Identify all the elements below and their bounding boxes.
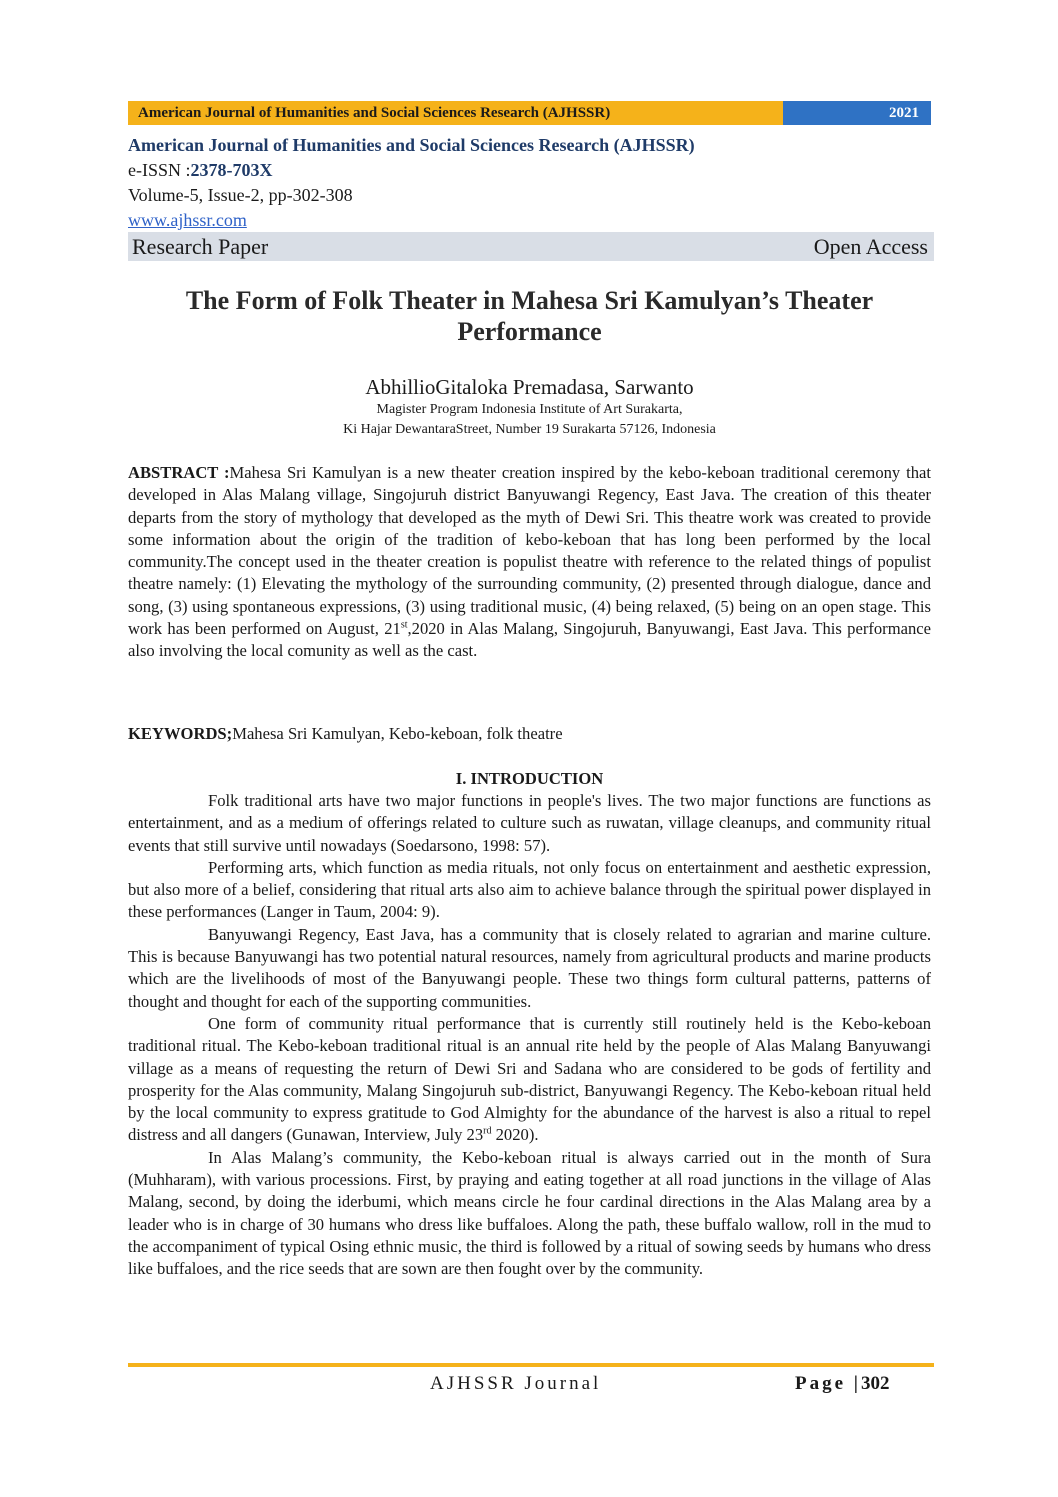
intro-paragraph-4-text-1: One form of community ritual performance that is currently still routinely held is the Kebo-keboan traditional ritual. The Kebo-keboan traditional ritual is an annual rite held by the people of Alas Malang Banyuwangi village as a means of requesting the return of Dewi Sri and Sadana who are considered to be gods of fertility and prosperity for the Alas community, Malang Singojuruh sub-district, Banyuwangi Regency. The Kebo-keboan ritual held by the local community to express gratitude to God Almighty for the abundance of the harvest is also a ritual to repel distress and all dangers (Gunawan, Interview, July 23 [128, 1013, 931, 1145]
eissn-value: 2378-703X [190, 160, 273, 180]
volume-issue: Volume-5, Issue-2, pp-302-308 [128, 185, 353, 205]
abstract-label: ABSTRACT : [128, 463, 230, 482]
masthead [128, 133, 695, 233]
intro-paragraph-2: Performing arts, which function as media rituals, not only focus on entertainment and aesthetic expression, but also more of a belief, considering that ritual arts also aim to achieve balance through the spiritual power displayed in these performances (Langer in Taum, 2004: 9). [128, 857, 931, 922]
running-header [128, 101, 931, 125]
footer-rule [128, 1363, 934, 1367]
authors: AbhillioGitaloka Premadasa, Sarwanto [365, 375, 694, 399]
paper-title [128, 285, 931, 347]
affiliation [128, 400, 931, 440]
paper-type-band [128, 232, 934, 261]
footer-page-label: Page | [795, 1373, 861, 1394]
keywords-label: KEYWORDS; [128, 724, 233, 743]
abstract-text-2: ,2020 in Alas Malang, Singojuruh, Banyuwangi, East Java. This performance also involving the local comunity as well as the cast. [128, 619, 931, 661]
section-heading-introduction: I. INTRODUCTION [455, 769, 604, 788]
abstract-superscript: st [400, 619, 408, 631]
journal-name: American Journal of Humanities and Social Sciences Research (AJHSSR) [128, 135, 695, 155]
abstract-text-1: Mahesa Sri Kamulyan is a new theater creation inspired by the kebo-keboan traditional ceremony that developed in Alas Malang village, Singojuruh district Banyuwangi Regency, East Java. The creation of this theater departs from the story of mythology that developed as the myth of Dewi Sri. This theatre work was created to provide some information about the origin of the tradition of kebo-keboan that has long been performed by the local community.The concept used in the theater creation is populist theatre with reference to the related things of populist theatre namely: (1) Elevating the mythology of the surrounding community, (2) presented through dialogue, dance and song, (3) using spontaneous expressions, (3) using traditional music, (4) being relaxed, (5) being on an open stage. This work has been performed on August, 21 [128, 463, 931, 639]
intro-paragraph-4-text-2: 2020). [491, 1125, 539, 1145]
intro-paragraph-4 [128, 1013, 931, 1147]
footer-journal: AJHSSR Journal [430, 1373, 602, 1394]
eissn-label: e-ISSN : [128, 160, 191, 180]
affiliation-line-1: Magister Program Indonesia Institute of Art Surakarta, [376, 402, 683, 417]
journal-website-link[interactable]: www.ajhssr.com [128, 210, 247, 230]
intro-paragraph-1: Folk traditional arts have two major functions in people's lives. The two major functions are functions as entertainment, and as a medium of offerings related to culture such as ruwatan, village cleanups, and community ritual events that still survive until nowadays (Soedarsono, 1998: 57). [128, 791, 931, 855]
footer-page-number: 302 [860, 1373, 890, 1394]
paper-title-line-2: Performance [457, 317, 602, 346]
intro-paragraph-5: In Alas Malang’s community, the Kebo-keboan ritual is always carried out in the month of Sura (Muhharam), with various processions. First, by praying and eating together at all road junctions in the village of Alas Malang, second, by doing the iderbumi, which means circle he four cardinal directions in the Alas Malang area by a leader who is in charge of 30 humans who dress like buffaloes. Along the path, these buffalo wallow, roll in the mud to the accompaniment of typical Osing ethnic music, the third is followed by a ritual of sowing seeds by humans who dress like buffaloes, and the rice seeds that are sown are then fought over by the community. [128, 1147, 931, 1279]
running-header-year: 2021 [783, 101, 931, 125]
eissn-line [128, 158, 695, 183]
introduction-body [128, 790, 931, 1281]
intro-paragraph-4-superscript: rd [483, 1125, 492, 1137]
intro-paragraph-3: Banyuwangi Regency, East Java, has a community that is closely related to agrarian and marine culture. This is because Banyuwangi has two potential natural resources, namely from agricultural products and marine products which are the livelihoods of most of the Banyuwangi people. These two things form cultural patterns, patterns of thought and thought for each of the supporting communities. [128, 924, 931, 1011]
abstract [128, 462, 931, 663]
affiliation-line-2: Ki Hajar DewantaraStreet, Number 19 Surakarta 57126, Indonesia [343, 422, 716, 437]
keywords [128, 723, 931, 745]
running-header-journal: American Journal of Humanities and Social Sciences Research (AJHSSR) [128, 101, 783, 125]
footer-page [795, 1372, 889, 1396]
paper-title-line-1: The Form of Folk Theater in Mahesa Sri Kamulyan’s Theater [185, 286, 874, 315]
paper-type-label: Research Paper [132, 234, 269, 259]
access-type-label: Open Access [813, 234, 928, 259]
keywords-text: Mahesa Sri Kamulyan, Kebo-keboan, folk theatre [232, 724, 563, 743]
